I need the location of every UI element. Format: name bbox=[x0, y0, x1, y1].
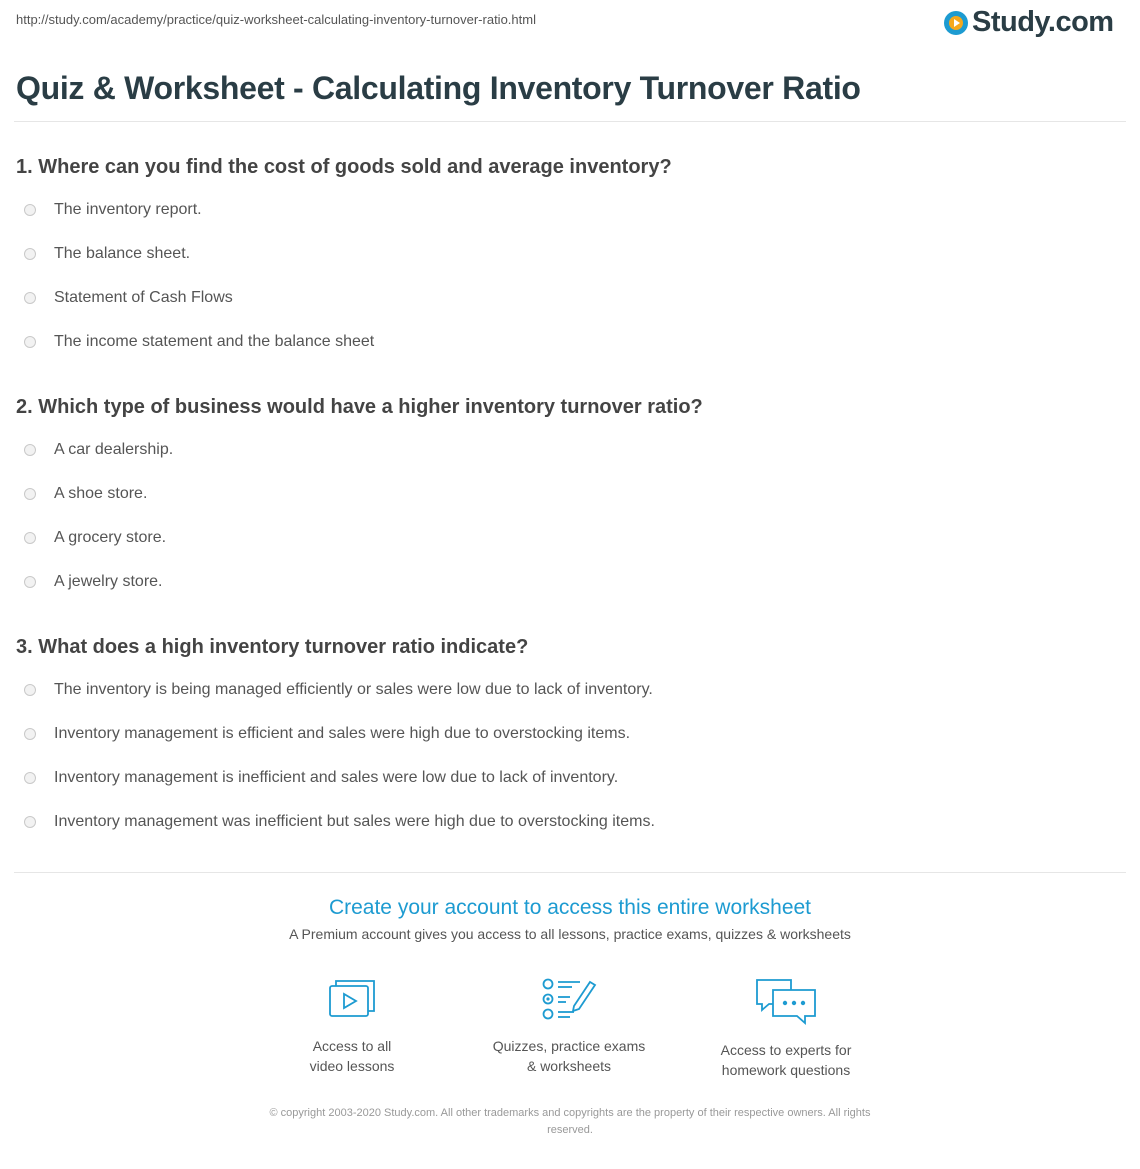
answer-option[interactable]: A car dealership. bbox=[16, 428, 1116, 472]
answer-option[interactable]: The income statement and the balance sheet bbox=[16, 320, 1116, 364]
study-logo[interactable] bbox=[944, 6, 1114, 39]
chat-bubbles-icon bbox=[753, 976, 819, 1026]
radio-button[interactable] bbox=[24, 292, 36, 304]
cta-subtitle: A Premium account gives you access to all lessons, practice exams, quizzes & worksheets bbox=[289, 926, 851, 942]
question-text: 3. What does a high inventory turnover ratio indicate? bbox=[16, 636, 529, 658]
quiz-checklist-icon bbox=[540, 976, 598, 1022]
radio-button[interactable] bbox=[24, 532, 36, 544]
copyright-footer: © copyright 2003-2020 Study.com. All other trademarks and copyrights are the property of their respective owners. All rights reserved. bbox=[269, 1107, 871, 1136]
page-url: http://study.com/academy/practice/quiz-worksheet-calculating-inventory-turnover-ratio.html bbox=[16, 12, 536, 27]
feature-quizzes: Quizzes, practice exams & worksheets bbox=[469, 976, 669, 1076]
radio-button[interactable] bbox=[24, 248, 36, 260]
radio-button[interactable] bbox=[24, 444, 36, 456]
answer-option[interactable]: The balance sheet. bbox=[16, 232, 1116, 276]
radio-button[interactable] bbox=[24, 576, 36, 588]
answer-option[interactable]: Statement of Cash Flows bbox=[16, 276, 1116, 320]
answer-option[interactable]: The inventory report. bbox=[16, 188, 1116, 232]
answer-option[interactable]: A shoe store. bbox=[16, 472, 1116, 516]
radio-button[interactable] bbox=[24, 684, 36, 696]
divider bbox=[14, 121, 1126, 122]
radio-button[interactable] bbox=[24, 772, 36, 784]
radio-button[interactable] bbox=[24, 204, 36, 216]
answer-option[interactable]: A grocery store. bbox=[16, 516, 1116, 560]
question-text: 1. Where can you find the cost of goods sold and average inventory? bbox=[16, 156, 672, 178]
answer-option[interactable]: Inventory management was inefficient but sales were high due to overstocking items. bbox=[16, 800, 1116, 844]
question-1 bbox=[16, 153, 1116, 364]
video-lessons-icon bbox=[326, 976, 378, 1022]
radio-button[interactable] bbox=[24, 336, 36, 348]
create-account-link[interactable]: Create your account to access this entire worksheet bbox=[328, 896, 812, 919]
logo-text: Study.com bbox=[972, 6, 1114, 38]
feature-video-lessons: Access to all video lessons bbox=[252, 976, 452, 1076]
question-3 bbox=[16, 633, 1116, 844]
divider bbox=[14, 872, 1126, 873]
radio-button[interactable] bbox=[24, 488, 36, 500]
question-2 bbox=[16, 393, 1116, 604]
answer-option[interactable]: Inventory management is inefficient and sales were low due to lack of inventory. bbox=[16, 756, 1116, 800]
answer-option[interactable]: Inventory management is efficient and sales were high due to overstocking items. bbox=[16, 712, 1116, 756]
feature-experts: Access to experts for homework questions bbox=[686, 976, 886, 1080]
answer-option[interactable]: A jewelry store. bbox=[16, 560, 1116, 604]
answer-option[interactable]: The inventory is being managed efficiently or sales were low due to lack of inventory. bbox=[16, 668, 1116, 712]
page-title: Quiz & Worksheet - Calculating Inventory Turnover Ratio bbox=[16, 70, 861, 106]
question-text: 2. Which type of business would have a higher inventory turnover ratio? bbox=[16, 396, 703, 418]
play-logo-icon bbox=[944, 11, 968, 35]
radio-button[interactable] bbox=[24, 816, 36, 828]
radio-button[interactable] bbox=[24, 728, 36, 740]
